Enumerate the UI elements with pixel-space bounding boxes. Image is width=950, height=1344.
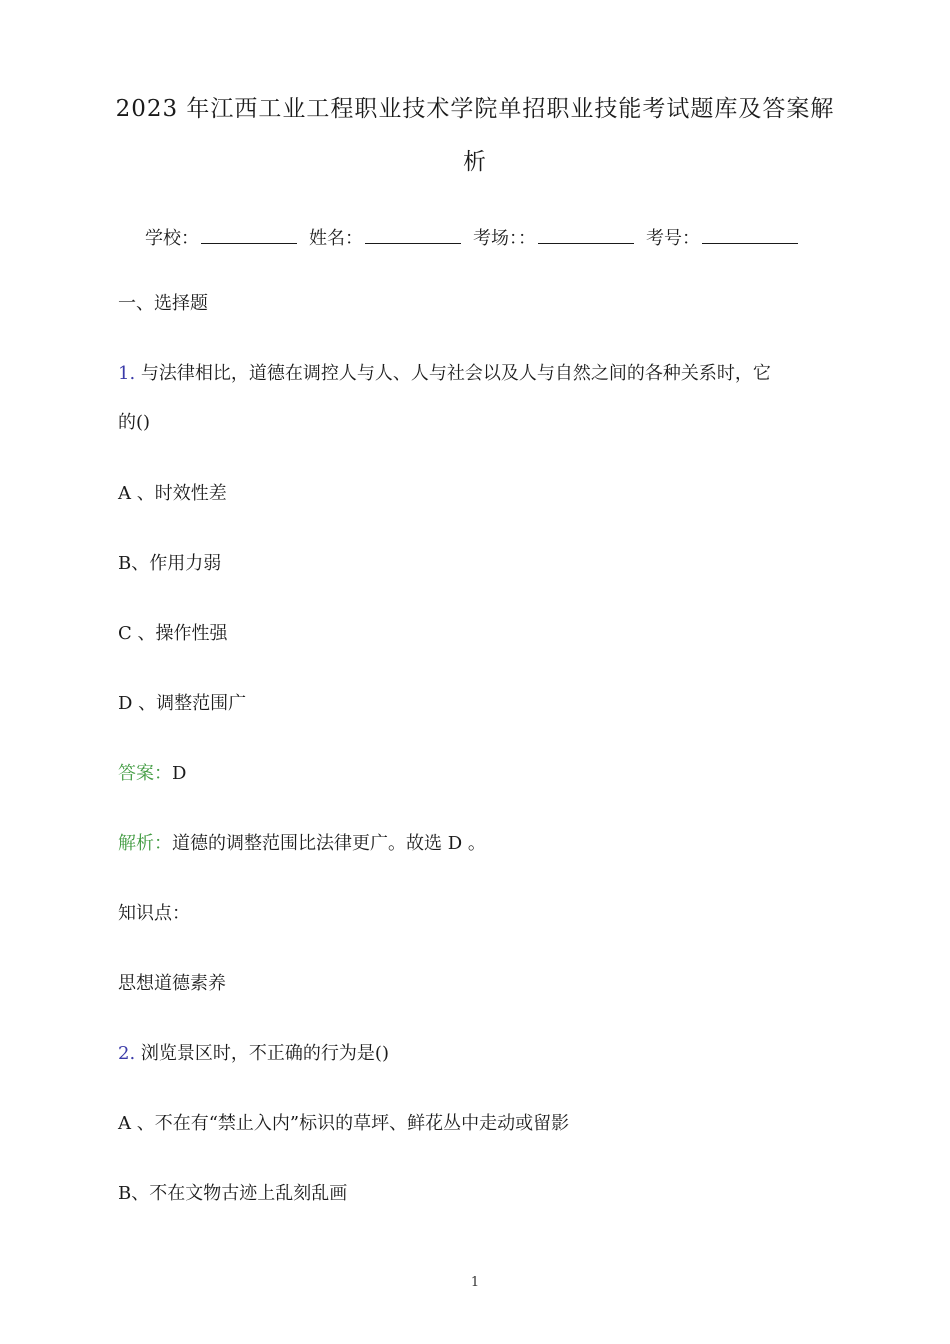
question-1-text-continued: 的()	[118, 412, 151, 433]
analysis-text: 道德的调整范围比法律更广。故选 D 。	[172, 833, 486, 854]
page-title-continued: 析	[463, 149, 487, 175]
knowledge-label: 知识点：	[118, 903, 190, 924]
name-field	[309, 224, 461, 250]
school-label: 学校：	[145, 228, 199, 249]
page-title: 2023 年江西工业工程职业技术学院单招职业技能考试题库及答案解	[115, 96, 835, 122]
option-d: D 、调整范围广	[118, 693, 247, 714]
option-c: C 、操作性强	[118, 623, 228, 644]
answer-value: D	[172, 763, 187, 784]
school-field	[145, 224, 297, 250]
question-2-text	[118, 1039, 389, 1065]
question-number-sep: .	[129, 1043, 136, 1064]
analysis-line	[118, 829, 486, 855]
option-b: B、不在文物古迹上乱刻乱画	[118, 1183, 348, 1204]
analysis-label: 解析：	[118, 833, 172, 854]
option-a: A 、时效性差	[118, 483, 227, 504]
question-1-text	[118, 359, 771, 385]
question-number: 2	[118, 1043, 130, 1064]
name-label: 姓名：	[309, 228, 363, 249]
option-a: A 、不在有“禁止入内”标识的草坪、鲜花丛中走动或留影	[118, 1113, 570, 1134]
room-blank	[538, 227, 634, 244]
number-label: 考号：	[646, 228, 700, 249]
number-field	[646, 224, 798, 250]
question-number: 1	[118, 363, 130, 384]
question-number-sep: .	[129, 363, 136, 384]
school-blank	[201, 227, 297, 244]
knowledge-value: 思想道德素养	[118, 973, 226, 994]
section-heading: 一、选择题	[118, 293, 208, 314]
exam-info-row	[145, 224, 810, 250]
number-blank	[702, 227, 798, 244]
question-stem: 浏览景区时，不正确的行为是()	[140, 1043, 389, 1064]
page-number: 1	[470, 1275, 480, 1290]
room-label: 考场：：	[473, 228, 536, 249]
option-b: B、作用力弱	[118, 553, 222, 574]
answer-label: 答案：	[118, 763, 172, 784]
room-field	[473, 224, 634, 250]
answer-line	[118, 759, 186, 785]
question-stem: 与法律相比，道德在调控人与人、人与社会以及人与自然之间的各种关系时，它	[140, 363, 771, 384]
name-blank	[365, 227, 461, 244]
